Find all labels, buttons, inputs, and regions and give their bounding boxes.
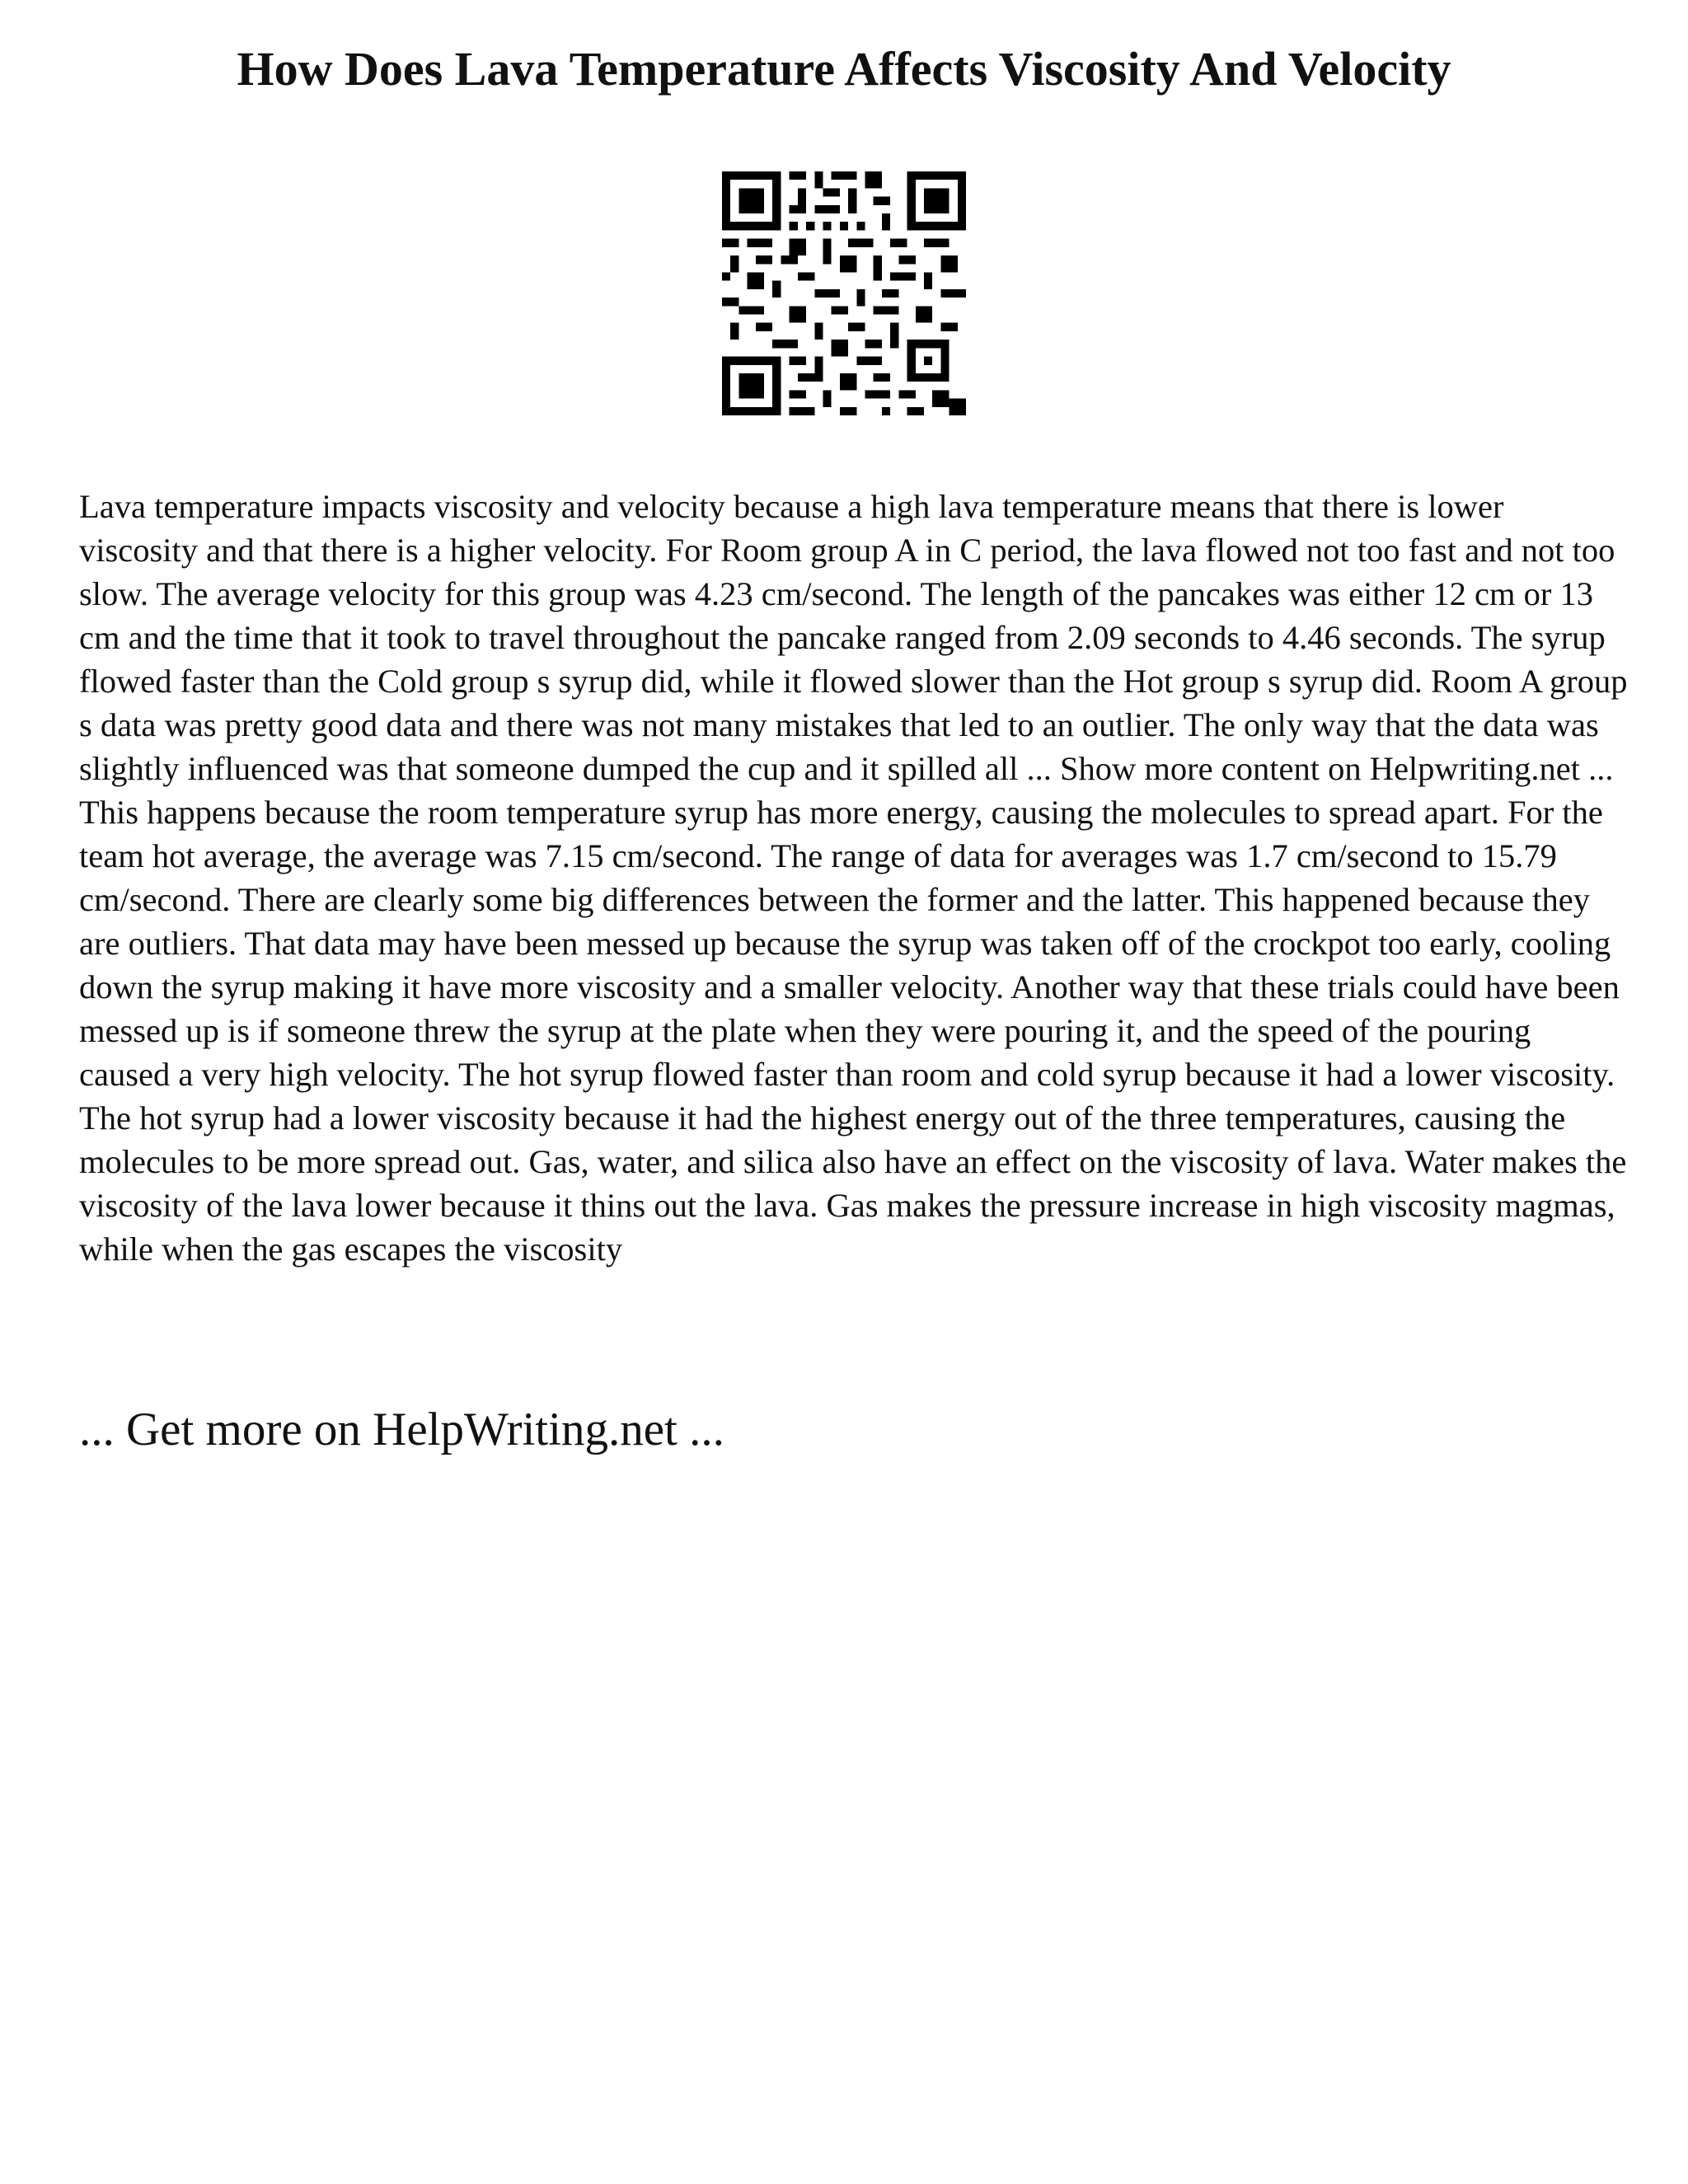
paragraph: This happens because the room temperature syrup has more energy, causing the molecules to spread apart. For the team hot average, the average was 7.15 cm/second. The range of data for averages was 1.7 cm/second to 15.79 cm/second. There are clearly some big differences between the former and the latter. This happened because they are outliers. That data may have been messed up because the syrup was taken off of the crockpot too early, cooling down the syrup making it have more viscosity and a smaller velocity. Another way that these trials could have been messed up is if someone threw the syrup at the plate when they were pouring it, and the speed of the pouring caused a very high velocity. The hot syrup flowed faster than room and cold syrup because it had a lower viscosity. The hot syrup had a lower viscosity because it had the highest energy out of the three temperatures, causing the molecules to be more spread out. Gas, water, and silica also have an effect on the viscosity of lava. Water makes the viscosity of the lava lower because it thins out the lava. Gas makes the pressure increase in high viscosity magmas, while when the gas escapes the viscosity bbox=[79, 794, 1627, 1268]
page-title: How Does Lava Temperature Affects Viscosity And Velocity bbox=[237, 42, 1451, 96]
qr-code-icon bbox=[722, 171, 966, 415]
get-more-link[interactable]: ... Get more on HelpWriting.net ... bbox=[79, 1404, 724, 1455]
article-body bbox=[79, 485, 1629, 1271]
paragraph: Lava temperature impacts viscosity and velocity because a high lava temperature means that there is lower viscosity and that there is a higher velocity. For Room group A in C period, the lava flowed not too fast and not too slow. The average velocity for this group was 4.23 cm/second. The length of the pancakes was either 12 cm or 13 cm and the time that it took to travel throughout the pancake ranged from 2.09 seconds to 4.46 seconds. The syrup flowed faster than the Cold group s syrup did, while it flowed slower than the Hot group s syrup did. Room A group s data was pretty good data and there was not many mistakes that led to an outlier. The only way that the data was slightly influenced was that someone dumped the cup and it spilled all ... Show more content on Helpwriting.net ... bbox=[79, 488, 1628, 787]
